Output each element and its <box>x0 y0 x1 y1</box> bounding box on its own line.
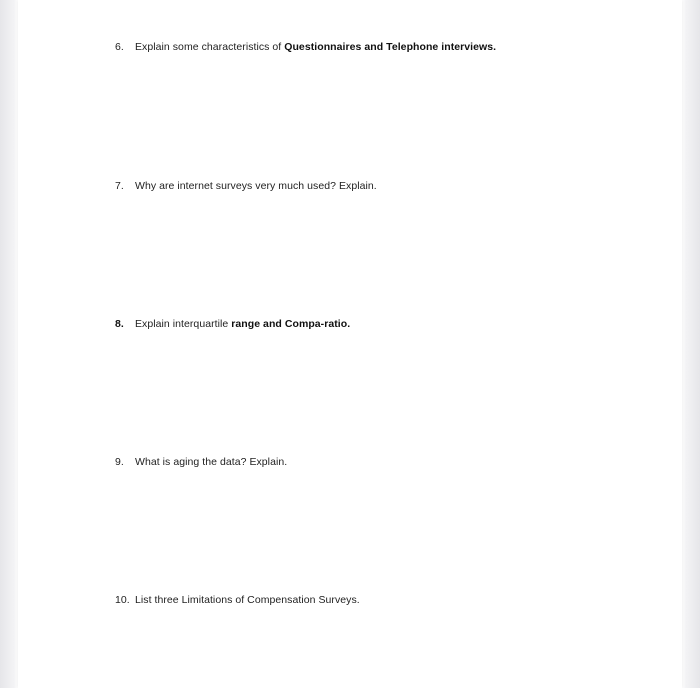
question-7 <box>115 180 377 192</box>
question-text: Explain some characteristics of <box>135 41 285 53</box>
question-number: 9. <box>115 456 124 468</box>
question-number: 10. <box>115 594 130 606</box>
question-number: 8. <box>115 318 124 330</box>
question-9 <box>115 456 287 468</box>
document-page <box>18 0 682 688</box>
question-number: 6. <box>115 41 124 53</box>
question-text: List three Limitations of Compensation Surveys. <box>135 594 360 606</box>
question-6 <box>115 41 496 53</box>
question-text-bold: range and Compa-ratio. <box>231 318 351 330</box>
question-8 <box>115 318 350 330</box>
question-number: 7. <box>115 180 124 192</box>
question-text: Explain interquartile <box>135 318 232 330</box>
question-text: Why are internet surveys very much used? Explain. <box>135 180 377 192</box>
question-text: What is aging the data? Explain. <box>135 456 288 468</box>
question-text-bold: Questionnaires and Telephone interviews. <box>284 41 497 53</box>
question-10 <box>115 594 360 606</box>
